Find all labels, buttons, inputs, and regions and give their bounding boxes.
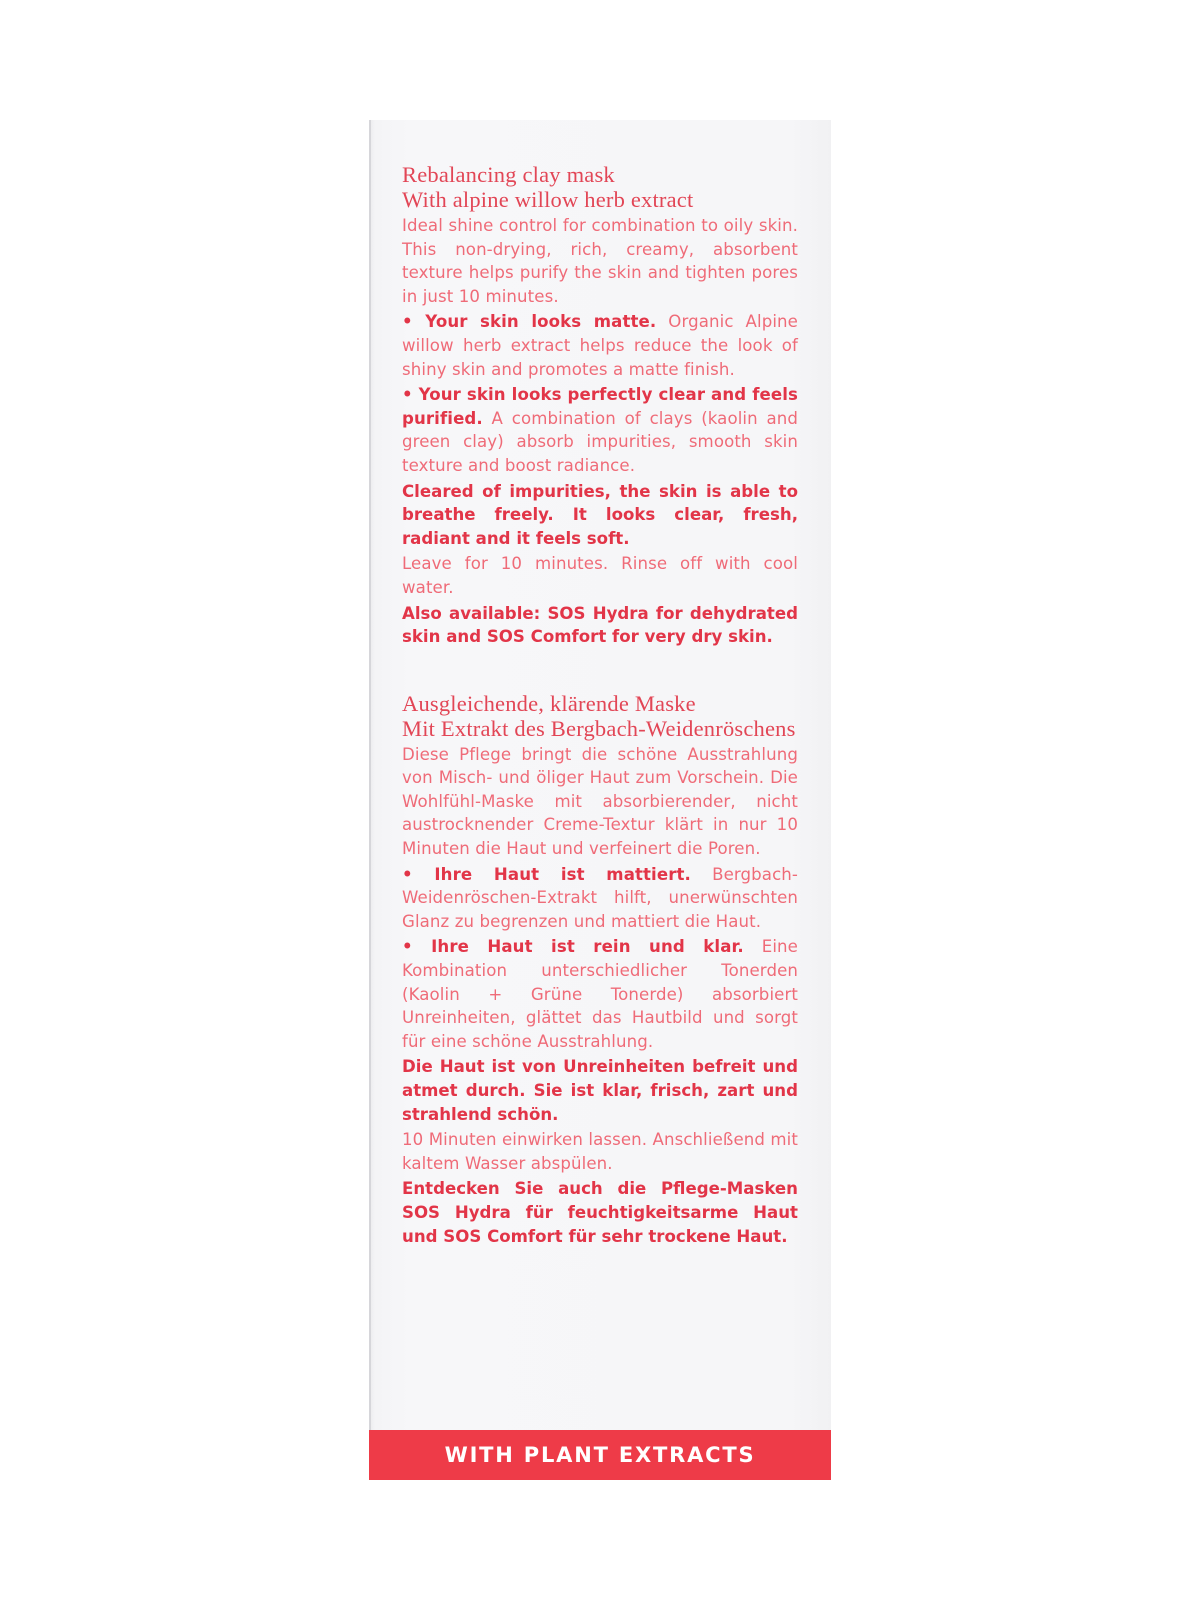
de-bullet-2 <box>402 935 798 1053</box>
en-subtitle: With alpine willow herb extract <box>402 187 694 212</box>
german-section <box>402 691 798 1248</box>
de-title: Ausgleichende, klärende Maske <box>402 690 696 716</box>
product-description <box>402 162 798 1250</box>
english-section <box>402 162 798 649</box>
en-heading-block <box>402 162 798 212</box>
en-title: Rebalancing clay mask <box>402 162 615 187</box>
en-bullet-1-bold: • Your skin looks matte. <box>402 312 657 332</box>
plant-extracts-band <box>369 1430 831 1480</box>
de-bullet-1 <box>402 863 798 934</box>
band-label: WITH PLANT EXTRACTS <box>444 1443 756 1467</box>
en-bullet-2-bold: • Your skin looks perfectly clear and feels purified. <box>402 385 798 428</box>
de-bullet-1-text: Bergbach-Weidenröschen-Extrakt hilft, unerwünschten Glanz zu begrenzen und mattiert die Haut. <box>402 864 798 931</box>
en-intro: Ideal shine control for combination to oily skin. This non-drying, rich, creamy, absorbent texture helps purify the skin and tighten pores in just 10 minutes. <box>402 216 798 306</box>
en-bullet-1-text: Organic Alpine willow herb extract helps reduce the look of shiny skin and promotes a matte finish. <box>402 312 798 379</box>
en-bullet-2 <box>402 383 798 477</box>
de-heading-block <box>402 691 798 741</box>
de-bullet-2-text: Eine Kombination unterschiedlicher Tonerden (Kaolin + Grüne Tonerde) absorbiert Unreinheiten, glättet das Hautbild und sorgt für eine schöne Ausstrahlung. <box>402 937 798 1051</box>
de-bullet-1-bold: • Ihre Haut ist mattiert. <box>402 864 691 884</box>
de-bullet-2-bold: • Ihre Haut ist rein und klar. <box>402 937 744 957</box>
de-usage: 10 Minuten einwirken lassen. Anschließend mit kaltem Wasser abspülen. <box>402 1130 798 1173</box>
en-bullet-2-text: A combination of clays (kaolin and green clay) absorb impurities, smooth skin texture and boost radiance. <box>402 408 798 475</box>
en-bullet-1 <box>402 310 798 381</box>
en-usage: Leave for 10 minutes. Rinse off with cool water. <box>402 554 798 597</box>
en-also-available: Also available: SOS Hydra for dehydrated skin and SOS Comfort for very dry skin. <box>402 603 798 647</box>
section-gap <box>402 651 798 691</box>
de-result: Die Haut ist von Unreinheiten befreit und atmet durch. Sie ist klar, frisch, zart und strahlend schön. <box>402 1057 798 1124</box>
de-intro: Diese Pflege bringt die schöne Ausstrahlung von Misch- und öliger Haut zum Vorschein. Die Wohlfühl-Maske mit absorbierender, nicht austrocknender Creme-Textur klärt in nur 10 Minuten die Haut und verfeinert die Poren. <box>402 744 798 859</box>
en-result: Cleared of impurities, the skin is able to breathe freely. It looks clear, fresh, radiant and it feels soft. <box>402 481 798 548</box>
de-subtitle: Mit Extrakt des Bergbach-Weidenröschens <box>402 715 796 741</box>
de-also-available: Entdecken Sie auch die Pflege-Masken SOS Hydra für feuchtigkeitsarme Haut und SOS Comfort für sehr trockene Haut. <box>402 1179 798 1246</box>
